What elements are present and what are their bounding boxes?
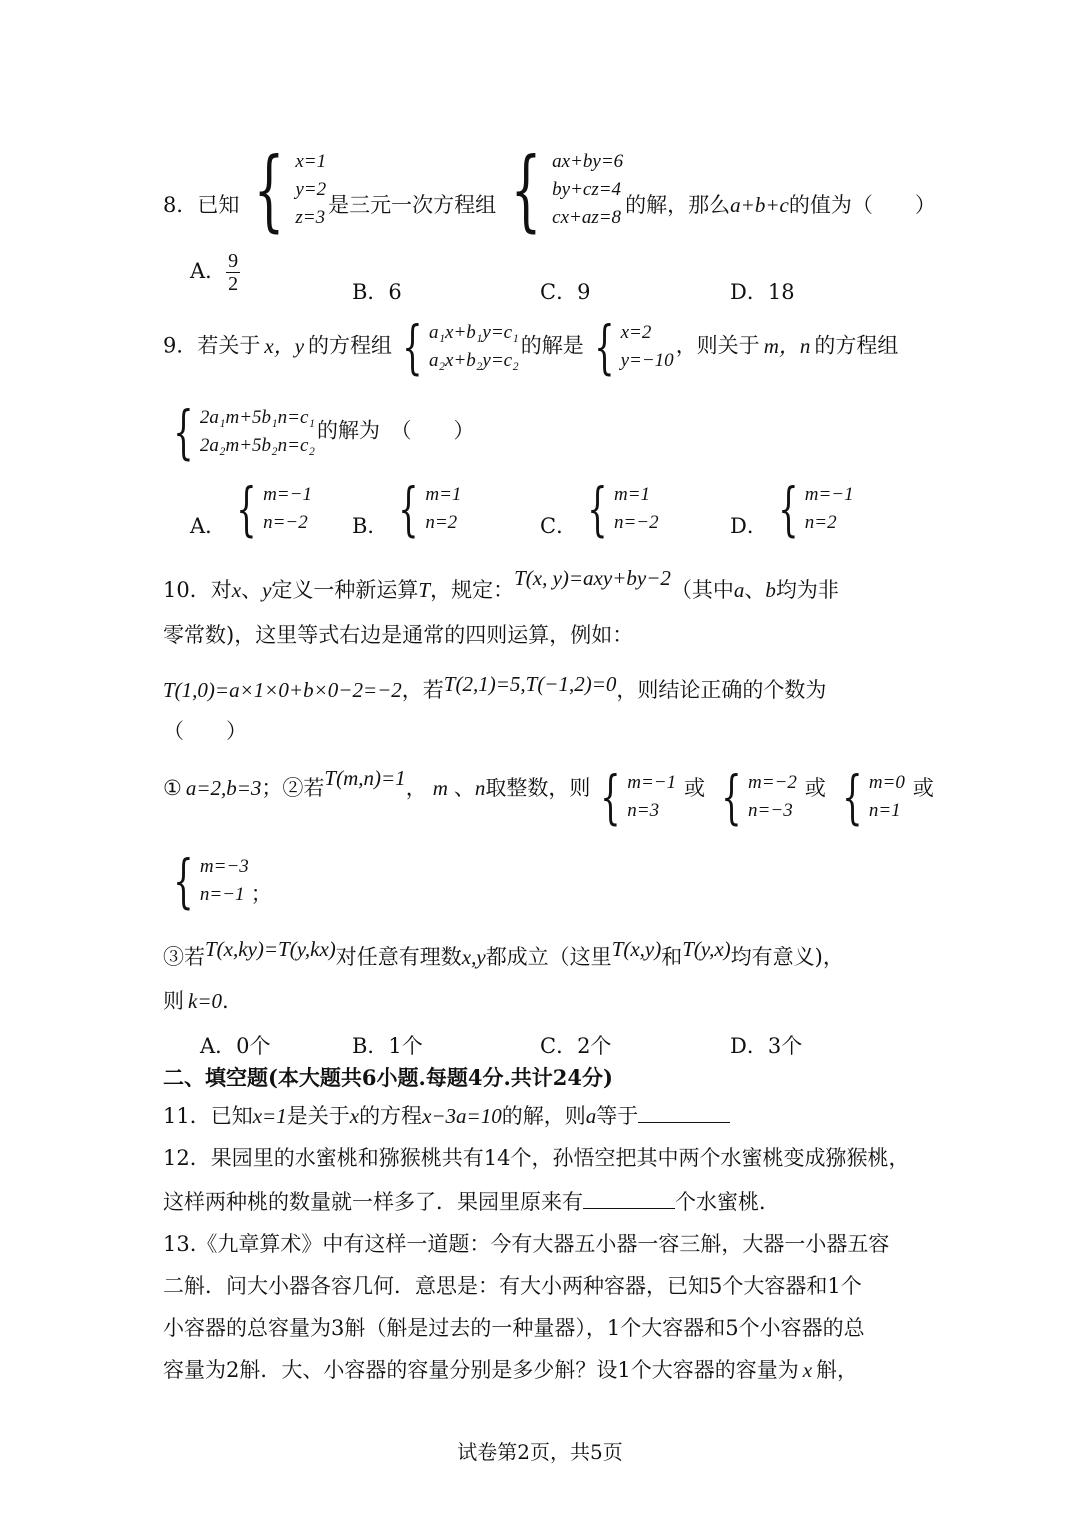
q10-definition-formula: T(x, y)=axy+by−2	[514, 566, 671, 590]
q12-line-2: 这样两种桃的数量就一样多了．果园里原来有 个水蜜桃．	[163, 1190, 780, 1214]
solution-row: m=−1	[263, 484, 312, 505]
q8-equation-system: { ax+by=6 by+cz=4 cx+az=8	[510, 138, 624, 241]
q10-option-c[interactable]: C．2个	[540, 1034, 612, 1058]
page-footer: 试卷第2页，共5页	[457, 1440, 623, 1464]
solution-row: z=3	[295, 207, 326, 228]
q9-option-d[interactable]	[730, 475, 856, 543]
q13-line-1: 13.《九章算术》中有这样一道题：今有大器五小器一容三斛，大器一小器五容	[163, 1232, 890, 1256]
q10-solution-system-3: { m=0 n=1	[842, 763, 905, 831]
q10-line-2: 零常数)，这里等式右边是通常的四则运算，例如：	[163, 623, 634, 647]
solution-row: m=−3	[199, 856, 249, 877]
q10-option-b[interactable]: B．1个	[352, 1034, 423, 1058]
solution-row: m=0	[868, 772, 905, 793]
q9-option-b[interactable]	[352, 475, 463, 543]
q11-answer-blank[interactable]	[638, 1102, 730, 1123]
section-heading: 二、填空题(本大题共6小题.每题4分.共计24分)	[163, 1065, 613, 1090]
or-connector: 或	[684, 776, 706, 800]
solution-row: n=−2	[263, 512, 308, 533]
q13-line-3: 小容器的总容量为3斛（斛是过去的一种量器），1个大容器和5个小容器的总	[163, 1316, 865, 1340]
equation-row: ax+by=6	[552, 151, 624, 172]
q8-option-b[interactable]: B．6	[352, 280, 402, 304]
solution-row: n=−2	[613, 512, 659, 533]
q13-line-4: 容量为2斛．大、小容器的容量分别是多少斛？设1个大容器的容量为 x 斛，	[163, 1358, 859, 1382]
q10-solution-system-1: { m=−1 n=3	[600, 763, 677, 831]
solution-row: n=−3	[748, 800, 793, 821]
solution-row: m=1	[425, 484, 462, 505]
solution-row: n=2	[804, 512, 837, 533]
q10-line-3: T(1,0)=a×1×0+b×0−2=−2，若T(2,1)=5,T(−1,2)=0，则结论正确的个数为	[163, 672, 827, 702]
solution-row: y=−10	[620, 350, 674, 371]
option-system: { m=1 n=2	[398, 475, 462, 543]
solution-row: m=−1	[804, 484, 854, 505]
equation-row: 2a₁m+5b₁n=c₁	[199, 407, 316, 428]
q9-solution-system: { x=2 y=−10	[594, 313, 674, 381]
q12-line-1: 12．果园里的水蜜桃和猕猴桃共有14个，孙悟空把其中两个水蜜桃变成猕猴桃，	[163, 1146, 910, 1170]
q10-integer-solutions	[590, 763, 940, 831]
option-label: B．	[352, 513, 389, 538]
or-connector: 或	[804, 776, 826, 800]
equation-row: a₂x+b₂y=c₂	[428, 350, 519, 371]
q8-number: 8．已知	[163, 193, 240, 217]
solution-row: n=−1	[199, 884, 245, 905]
q9-option-c[interactable]	[540, 475, 661, 543]
q13-line-2: 二斛．问大小器各容几何．意思是：有大小两种容器，已知5个大容器和1个	[163, 1274, 862, 1298]
solution-row: m=1	[613, 484, 651, 505]
option-label: C．	[540, 513, 578, 538]
q10-option-d[interactable]: D．3个	[730, 1034, 803, 1058]
q9-line-2: { 2a₁m+5b₁n=c₁ 2a₂m+5b₂n=c₂ 的解为 （ ）	[163, 403, 475, 461]
equation-row: cx+az=8	[552, 207, 622, 228]
solution-row: x=1	[295, 151, 327, 172]
q8-solution-system: { x=1 y=2 z=3	[253, 138, 327, 241]
solution-row: y=2	[295, 179, 327, 200]
q10-solution-system-4: { m=−3 n=−1	[173, 847, 249, 915]
solution-row: n=1	[868, 800, 901, 821]
q10-option-a[interactable]: A．0个	[200, 1034, 271, 1058]
q10-condition-formula: T(2,1)=5,T(−1,2)=0	[443, 672, 617, 696]
solution-row: x=2	[620, 322, 652, 343]
q10-example-formula: T(1,0)=a×1×0+b×0−2=−2	[163, 678, 402, 702]
q9-equation-system: { a₁x+b₁y=c₁ a₂x+b₂y=c₂	[402, 313, 519, 381]
q10-statement-1: ① a=2,b=3；②若T(m,n)=1， m 、n取整数，则 { m=−1 n=3 或 { m=−2 n=−3 或 { m=0 n=1 或	[163, 768, 940, 826]
q10-solution-system-2: { m=−2 n=−3	[721, 763, 797, 831]
q9-option-a[interactable]	[190, 475, 314, 543]
q12-answer-blank[interactable]	[583, 1188, 675, 1209]
solution-row: m=−1	[627, 772, 677, 793]
q11-line: 11．已知x=1是关于x的方程x−3a=10的解，则a等于	[163, 1102, 730, 1129]
fraction: $\frac{9}{2}$	[228, 250, 239, 295]
q9-line: 9．若关于 x，y 的方程组 { a₁x+b₁y=c₁ a₂x+b₂y=c₂ 的解是 { x=2 y=−10 ，则关于 m，n 的方程组	[163, 313, 899, 381]
solution-row: n=3	[627, 800, 660, 821]
option-system: { m=1 n=−2	[587, 475, 659, 543]
equation-row: a₁x+b₁y=c₁	[428, 322, 519, 343]
option-label: D．	[730, 513, 768, 538]
q10-statement-3: ③若T(x,ky)=T(y,kx)对任意有理数x,y都成立（这里T(x,y)和T(y,x)均有意义)，	[163, 937, 844, 969]
equation-row: by+cz=4	[552, 179, 622, 200]
q8-option-c[interactable]: C．9	[540, 280, 591, 304]
option-system: { m=−1 n=2	[778, 475, 854, 543]
q10-line-4: （ ）	[163, 719, 247, 743]
q9-target-system: { 2a₁m+5b₁n=c₁ 2a₂m+5b₂n=c₂	[173, 398, 316, 466]
solution-row: m=−2	[748, 772, 797, 793]
q10-line-1: 10．对x、y定义一种新运算T，规定：T(x, y)=axy+by−2（其中a、b均为非	[163, 566, 839, 602]
q10-statement-1-cont: { m=−3 n=−1 ；	[163, 852, 272, 910]
equation-row: 2a₂m+5b₂n=c₂	[199, 435, 316, 456]
q8-option-d[interactable]: D．18	[730, 280, 795, 304]
q10-statement-3-cont: 则 k=0.	[163, 989, 229, 1013]
option-system: { m=−1 n=−2	[236, 475, 312, 543]
solution-row: n=2	[425, 512, 458, 533]
option-label: A．	[190, 513, 227, 538]
or-connector: 或	[912, 776, 934, 800]
q8-line: 8．已知 { x=1 y=2 z=3 是三元一次方程组 { ax+by=6 by+cz=4 cx+az=8 的解，那么a+b+c的值为（ ）	[163, 138, 936, 241]
q8-option-a[interactable]: A． $\frac{9}{2}$	[190, 250, 239, 295]
